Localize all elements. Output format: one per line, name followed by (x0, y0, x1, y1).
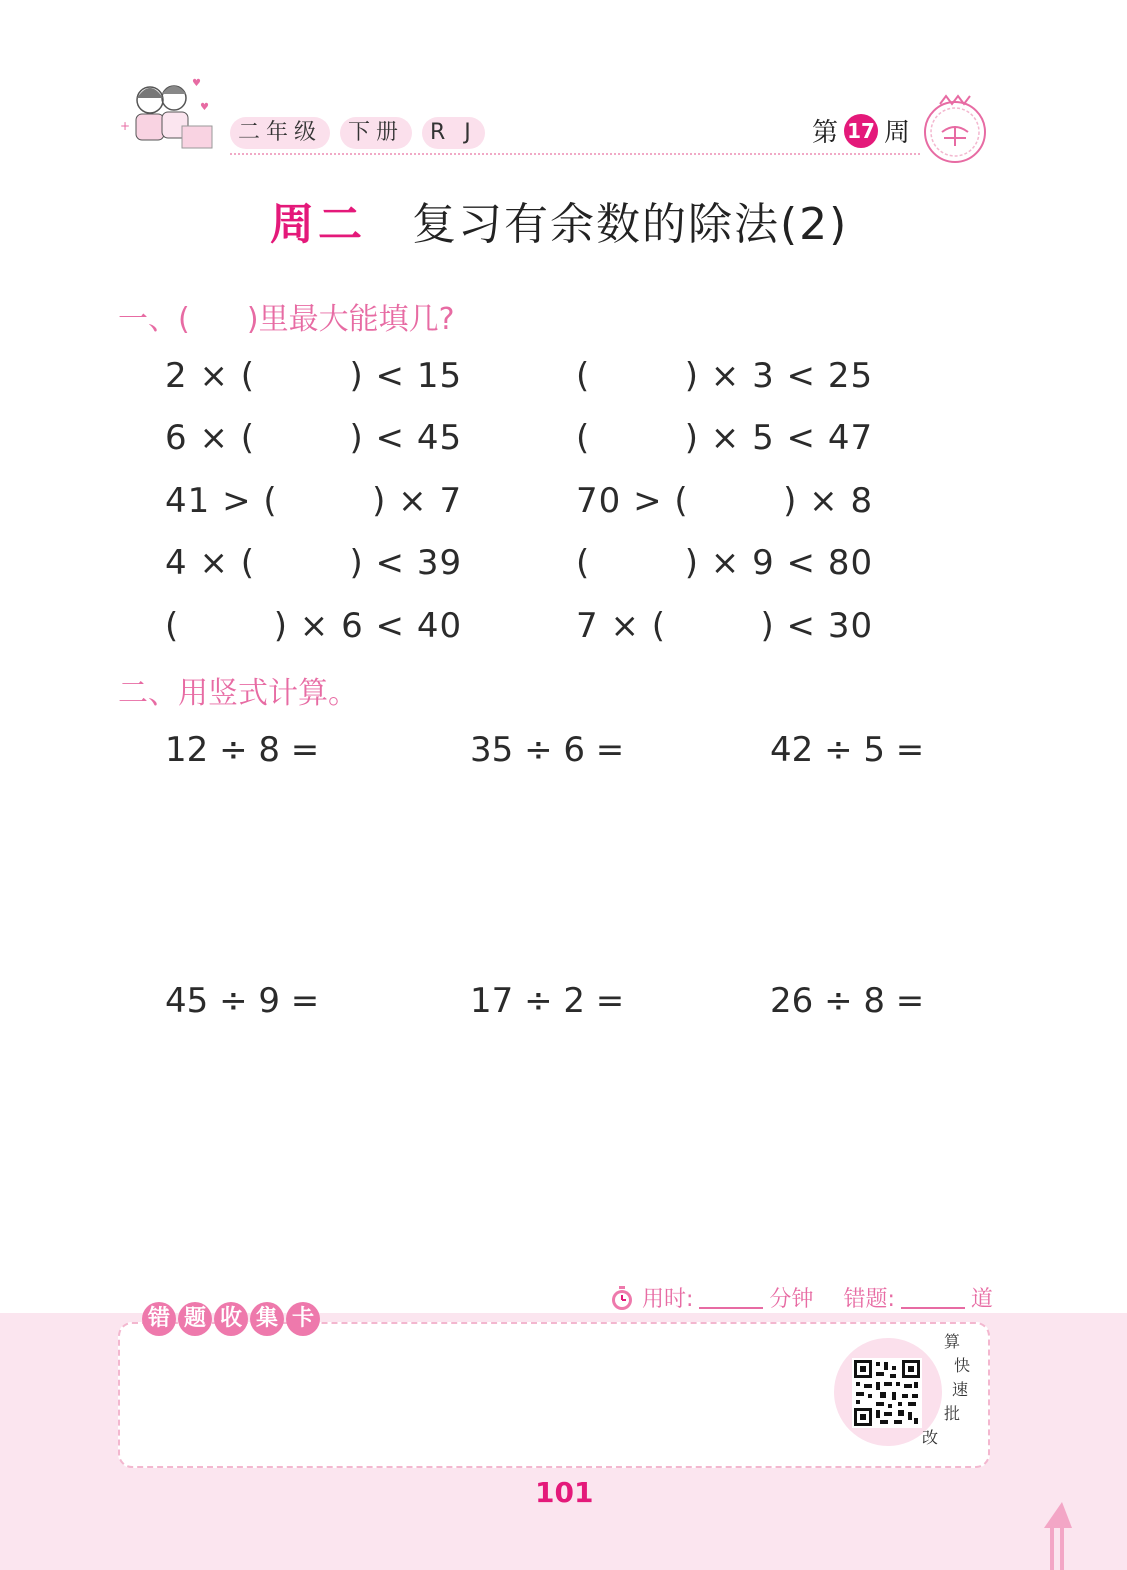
quick-check-char: 批 (944, 1404, 961, 1423)
inequality-item[interactable]: 4 × ( ) < 39 (165, 543, 463, 583)
lesson-day: 周二 (270, 199, 366, 250)
section1-heading: 一、( )里最大能填几? (118, 302, 455, 337)
division-problem[interactable]: 12 ÷ 8 = (165, 730, 320, 770)
quick-check-label (922, 1330, 984, 1450)
inequality-item[interactable]: 7 × ( ) < 30 (576, 606, 874, 646)
header-divider (230, 153, 920, 155)
inequality-item[interactable]: 6 × ( ) < 45 (165, 418, 463, 458)
division-problem[interactable]: 45 ÷ 9 = (165, 981, 320, 1021)
time-unit: 分钟 (769, 1287, 814, 1312)
inequality-item[interactable]: 2 × ( ) < 15 (165, 356, 463, 396)
week-number-badge: 17 (844, 114, 878, 148)
division-problem[interactable]: 17 ÷ 2 = (470, 981, 625, 1021)
card-title-char: 卡 (286, 1302, 320, 1336)
qr-code-icon[interactable] (852, 1358, 922, 1428)
inequality-item[interactable]: ( ) × 9 < 80 (576, 543, 874, 583)
time-blank[interactable] (699, 1287, 763, 1309)
inequality-item[interactable]: 41 > ( ) × 7 (165, 481, 463, 521)
inequality-item[interactable]: ( ) × 3 < 25 (576, 356, 874, 396)
division-problem[interactable]: 26 ÷ 8 = (770, 981, 925, 1021)
stopwatch-icon (608, 1284, 636, 1312)
quick-check-char: 快 (954, 1356, 971, 1375)
week-indicator (812, 112, 910, 149)
grade-label: 二年级 (230, 117, 330, 149)
section2-heading: 二、用竖式计算。 (118, 676, 358, 711)
division-problem[interactable]: 42 ÷ 5 = (770, 730, 925, 770)
errors-unit: 道 (970, 1287, 993, 1312)
kids-illustration-icon (112, 70, 222, 160)
division-problem[interactable]: 35 ÷ 6 = (470, 730, 625, 770)
brand-seal-icon (918, 92, 992, 166)
week-prefix: 第 (812, 118, 839, 148)
grade-info (230, 115, 485, 151)
quick-check-char: 算 (944, 1332, 961, 1351)
time-label: 用时: (642, 1287, 694, 1312)
page-number: 101 (535, 1476, 594, 1509)
inequality-item[interactable]: 70 > ( ) × 8 (576, 481, 874, 521)
inequality-item[interactable]: ( ) × 5 < 47 (576, 418, 874, 458)
edition-label: R J (422, 117, 485, 149)
up-arrow-icon (1040, 1498, 1076, 1570)
card-title-char: 集 (250, 1302, 284, 1336)
inequality-item[interactable]: ( ) × 6 < 40 (165, 606, 463, 646)
card-title-char: 错 (142, 1302, 176, 1336)
lesson-title: 复习有余数的除法(2) (412, 199, 849, 250)
svg-text:♥: ♥ (192, 78, 201, 89)
time-tracker (608, 1282, 993, 1313)
errors-blank[interactable] (901, 1287, 965, 1309)
week-suffix: 周 (884, 118, 911, 148)
card-title-char: 收 (214, 1302, 248, 1336)
card-title-char: 题 (178, 1302, 212, 1336)
quick-check-char: 速 (952, 1380, 969, 1399)
quick-check-char: 改 (922, 1428, 939, 1447)
svg-text:♥: ♥ (200, 102, 209, 113)
volume-label: 下册 (340, 117, 412, 149)
svg-text:+: + (120, 119, 131, 133)
errors-label: 错题: (843, 1287, 895, 1312)
card-title (142, 1302, 320, 1342)
